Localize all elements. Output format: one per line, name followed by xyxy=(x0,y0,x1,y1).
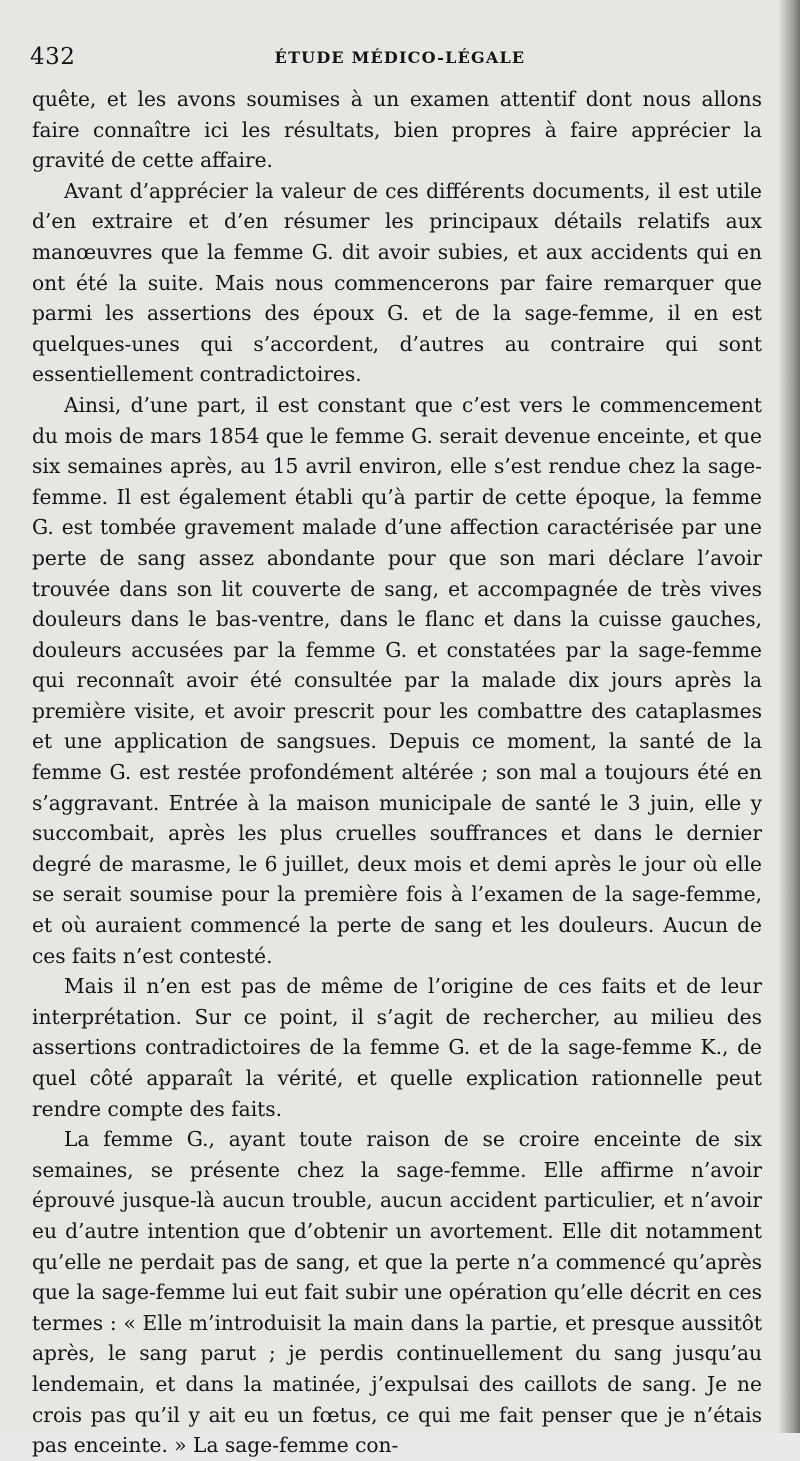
page-header xyxy=(30,44,770,76)
body-text xyxy=(32,84,762,1461)
paragraph: Ainsi, d’une part, il est constant que c’est vers le commencement du mois de mars 1854 que le femme G. serait devenue enceinte, et que six semaines après, au 15 avril environ, elle s’est rendue chez la sage-femme. Il est également établi qu’à partir de cette époque, la femme G. est tombée gravement malade d’une affection caractérisée par une perte de sang assez abondante pour que son mari déclare l’avoir trouvée dans son lit couverte de sang, et accompagnée de très vives douleurs dans le bas-ventre, dans le flanc et dans la cuisse gauches, douleurs accusées par la femme G. et constatées par la sage-femme qui reconnaît avoir été consultée par la malade dix jours après la première visite, et avoir prescrit pour les combattre des cataplasmes et une application de sangsues. Depuis ce moment, la santé de la femme G. est restée profondément altérée ; son mal a toujours été en s’aggravant. Entrée à la maison municipale de santé le 3 juin, elle y succombait, après les plus cruelles souffrances et dans le dernier degré de marasme, le 6 juillet, deux mois et demi après le jour où elle se serait soumise pour la première fois à l’examen de la sage-femme, et où auraient commencé la perte de sang et les douleurs. Aucun de ces faits n’est contesté. xyxy=(32,392,762,968)
running-title: ÉTUDE MÉDICO-LÉGALE xyxy=(274,48,526,67)
paragraph: Mais il n’en est pas de même de l’origine de ces faits et de leur interprétation. Sur ce point, il s’agit de rechercher, au milieu des assertions contradictoires de la femme G. et de la sage-femme K., de quel côté apparaît la vérité, et quelle explication rationnelle peut rendre compte des faits. xyxy=(32,974,762,1121)
paragraph-continuation: quête, et les avons soumises à un examen attentif dont nous allons faire connaître ici les résultats, bien propres à faire apprécier la gravité de cette affaire. xyxy=(32,87,762,173)
page-number: 432 xyxy=(30,44,76,70)
paragraph: La femme G., ayant toute raison de se croire enceinte de six semaines, se présente chez la sage-femme. Elle affirme n’avoir éprouvé jusque-là aucun trouble, aucun accident particulier, et n’avoir eu d’autre intention que d’obtenir un avortement. Elle dit notamment qu’elle ne perdait pas de sang, et que la perte n’a commencé qu’après que la sage-femme lui eut fait subir une opération qu’elle décrit en ces termes : « Elle m’introduisit la main dans la partie, et presque aussitôt après, le sang parut ; je perdis continuellement du sang jusqu’au lendemain, et dans la matinée, j’expulsai des caillots de sang. Je ne crois pas qu’il y ait eu un fœtus, ce qui me fait penser que je n’étais pas enceinte. » La sage-femme con- xyxy=(32,1127,762,1458)
paragraph: Avant d’apprécier la valeur de ces différents documents, il est utile d’en extraire et d’en résumer les principaux détails relatifs aux manœuvres que la femme G. dit avoir subies, et aux accidents qui en ont été la suite. Mais nous commencerons par faire remarquer que parmi les assertions des époux G. et de la sage-femme, il en est quelques-unes qui s’accordent, d’autres au contraire qui sont essentiellement contradictoires. xyxy=(32,178,762,387)
page-gutter-shadow xyxy=(778,0,800,1433)
